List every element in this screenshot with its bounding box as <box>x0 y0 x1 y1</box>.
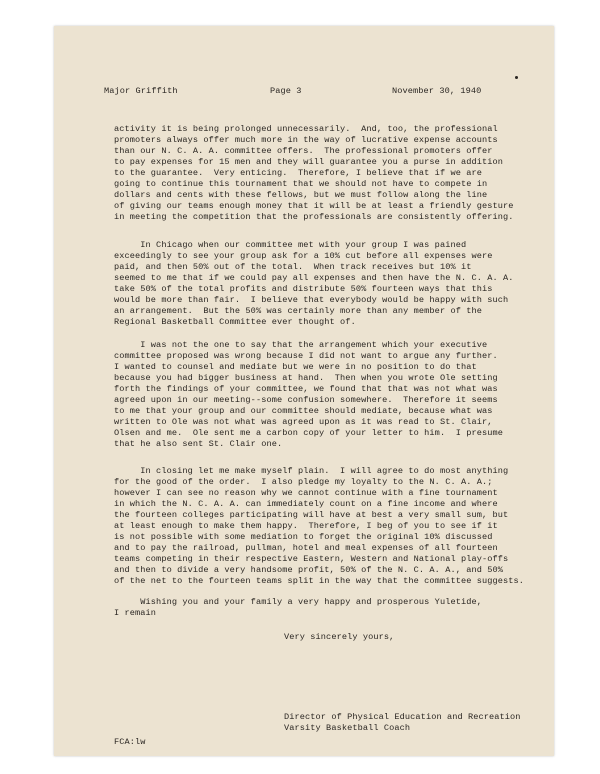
body-line: going to continue this tournament that we should not have to compete in <box>114 179 488 189</box>
body-line: written to Ole was not what was agreed upon as it was read to St. Clair, <box>114 417 493 427</box>
header-page: Page 3 <box>270 86 302 96</box>
body-line: Wishing you and your family a very happy and prosperous Yuletide, <box>114 597 482 607</box>
body-line: I remain <box>114 608 157 618</box>
body-line: promoters always offer much more in the way of lucrative expense accounts <box>114 135 498 145</box>
body-line: is not possible with some mediation to forget the original 10% discussed <box>114 532 493 542</box>
body-line: activity it is being prolonged unnecessarily. And, too, the professional <box>114 124 498 134</box>
body-line: in meeting the competition that the professionals are consistently offering. <box>114 212 514 222</box>
letter-page <box>54 26 554 756</box>
body-line: of the net to the fourteen teams split in the way that the committee suggests. <box>114 576 525 586</box>
body-line: in which the N. C. A. A. can immediately count on a fine income and where <box>114 499 498 509</box>
body-line: because you had bigger business at hand. Then when you wrote Ole setting <box>114 373 498 383</box>
signature-subtitle: Varsity Basketball Coach <box>284 723 411 733</box>
body-line: an arrangement. But the 50% was certainly more than any member of the <box>114 306 482 316</box>
body-line: of giving our teams enough money that it will be at least a friendly gesture <box>114 201 514 211</box>
body-line: and to pay the railroad, pullman, hotel and meal expenses of all fourteen <box>114 543 498 553</box>
body-line: In Chicago when our committee met with your group I was pained <box>114 240 467 250</box>
body-line: to the guarantee. Very enticing. Therefore, I believe that if we are <box>114 168 482 178</box>
header-date: November 30, 1940 <box>392 86 482 96</box>
body-line: Regional Basketball Committee ever thought of. <box>114 317 356 327</box>
body-line: dollars and cents with these fellows, but we must follow along the line <box>114 190 488 200</box>
signature-title: Director of Physical Education and Recreation <box>284 712 521 722</box>
body-line: In closing let me make myself plain. I will agree to do most anything <box>114 466 509 476</box>
body-line: than our N. C. A. A. committee offers. The professional promoters offer <box>114 146 493 156</box>
body-line: I was not the one to say that the arrangement which your executive <box>114 340 488 350</box>
body-line: at least enough to make them happy. Therefore, I beg of you to see if it <box>114 521 498 531</box>
body-line: exceedingly to see your group ask for a 10% cut before all expenses were <box>114 251 493 261</box>
body-line: Olsen and me. Ole sent me a carbon copy of your letter to him. I presume <box>114 428 504 438</box>
body-line: to pay expenses for 15 men and they will guarantee you a purse in addition <box>114 157 504 167</box>
body-line: and then to divide a very handsome profit, 50% of the N. C. A. A., and 50% <box>114 565 504 575</box>
body-line: take 50% of the total profits and distribute 50% fourteen ways that this <box>114 284 493 294</box>
body-line: paid, and then 50% out of the total. When track receives but 10% it <box>114 262 472 272</box>
body-line: that he also sent St. Clair one. <box>114 439 283 449</box>
body-line: to me that your group and our committee should mediate, because what was <box>114 406 493 416</box>
body-line: forth the findings of your committee, we found that that was not what was <box>114 384 498 394</box>
body-line: I wanted to counsel and mediate but we were in no position to do that <box>114 362 477 372</box>
body-line: committee proposed was wrong because I did not want to argue any further. <box>114 351 498 361</box>
header-recipient: Major Griffith <box>104 86 178 96</box>
body-line: for the good of the order. I also pledge my loyalty to the N. C. A. A.; <box>114 477 493 487</box>
body-line: the fourteen colleges participating will have at best a very small sum, but <box>114 510 509 520</box>
closing: Very sincerely yours, <box>284 632 395 642</box>
body-line: teams competing in their respective Eastern, Western and National play-offs <box>114 554 509 564</box>
typist-initials: FCA:lw <box>114 737 146 747</box>
body-line: agreed upon in our meeting--some confusion somewhere. Therefore it seems <box>114 395 498 405</box>
body-line: would be more than fair. I believe that everybody would be happy with such <box>114 295 509 305</box>
punch-mark <box>515 76 518 79</box>
body-line: seemed to me that if we could pay all expenses and then have the N. C. A. A. <box>114 273 514 283</box>
body-line: however I can see no reason why we cannot continue with a fine tournament <box>114 488 498 498</box>
